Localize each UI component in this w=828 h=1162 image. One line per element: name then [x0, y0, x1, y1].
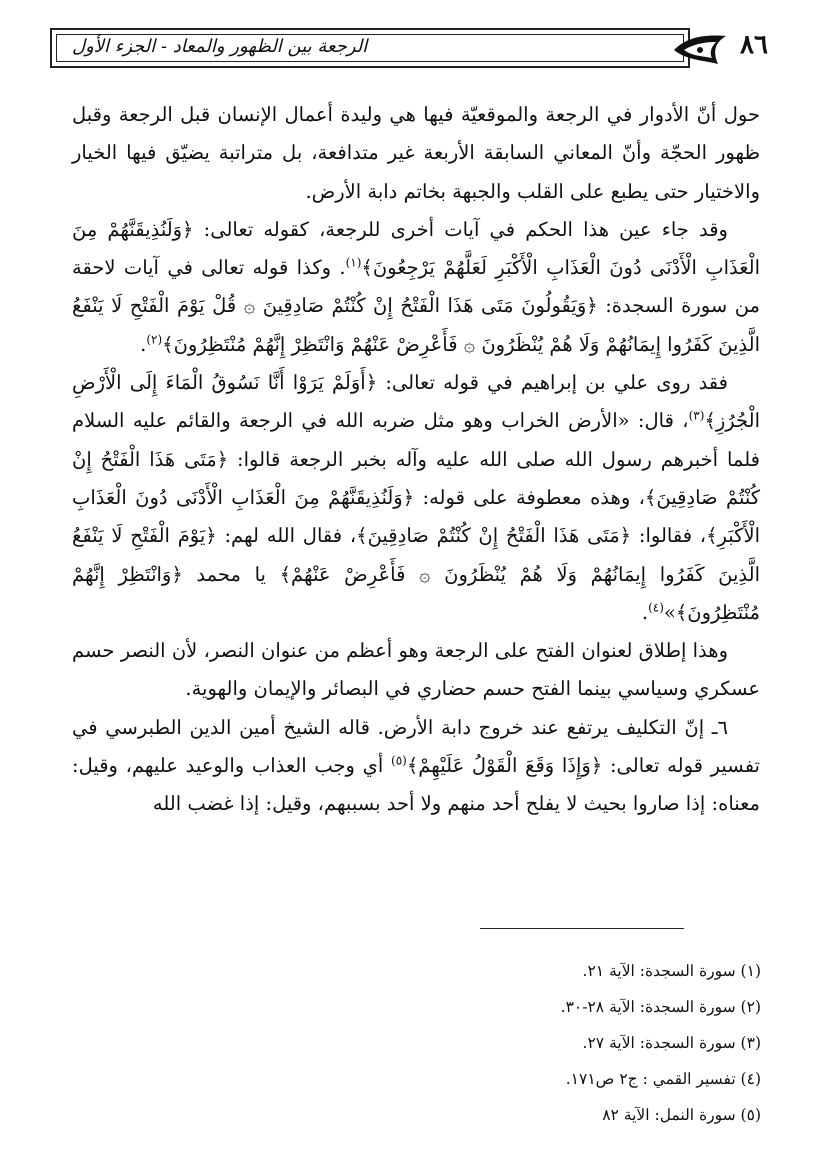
paragraph: [72, 211, 760, 364]
footnote: (٢) سورة السجدة: الآية ٢٨-٣٠.: [560, 998, 761, 1016]
text-run: يا محمد: [182, 562, 280, 586]
ornament-icon: [672, 30, 728, 68]
quran-verse: ﴿أَوَلَمْ يَرَوْا أَنَّا نَسُوقُ الْمَاءَ إِلَى الْأَرْضِ الْجُرُزِ﴾: [72, 371, 760, 433]
quran-verse: ﴿وَيَقُولُونَ مَتَى هَذَا الْفَتْحُ إِنْ كُنْتُمْ صَادِقِينَ ۞ قُلْ يَوْمَ الْفَتْحِ لَا يَنْفَعُ الَّذِينَ كَفَرُوا إِيمَانُهُمْ وَلَا هُمْ يُنْظَرُونَ ۞ فَأَعْرِضْ عَنْهُمْ وَانْتَظِرْ إِنَّهُمْ مُنْتَظِرُونَ﴾: [72, 294, 760, 356]
footnote: (١) سورة السجدة: الآية ٢١.: [582, 962, 761, 980]
footnote: (٤) تفسير القمي : ج٢ ص١٧١.: [565, 1070, 761, 1088]
footnote-ref: (٢): [146, 332, 163, 347]
paragraph: [72, 709, 760, 824]
text-run: وقد جاء عين هذا الحكم في آيات أخرى للرجعة، كقوله تعالى:: [193, 217, 728, 241]
text-run: .: [140, 332, 147, 356]
footnote-ref: (٣): [688, 408, 705, 423]
text-run: فقد روى علي بن إبراهيم في قوله تعالى:: [377, 371, 728, 395]
text-run: ، فقال الله لهم:: [216, 524, 357, 548]
quran-verse: ﴿وَلَنُذِيقَنَّهُمْ مِنَ الْعَذَابِ الْأَدْنَى دُونَ الْعَذَابِ الْأَكْبَرِ لَعَلَّهُمْ يَرْجِعُونَ﴾: [72, 217, 760, 280]
page-header: [50, 28, 778, 72]
text-run: ، وهذه معطوفة على قوله:: [414, 485, 645, 509]
paragraph: [72, 364, 760, 632]
text-run: »: [663, 600, 676, 624]
footnote-ref: (١): [345, 255, 362, 270]
text-run: ، فقالوا:: [631, 524, 707, 548]
header-frame: [50, 28, 690, 68]
text-run: ٦ـ إنّ التكليف يرتفع عند خروج دابة الأرض. قاله الشيخ أمين الدين الطبرسي في تفسير قوله تعالى:: [72, 715, 760, 778]
paragraph: وهذا إطلاق لعنوان الفتح على الرجعة وهو أعظم من عنوان النصر، لأن النصر حسم عسكري وسياسي بينما الفتح حسم حضاري في البصائر والإيمان والهوية.: [72, 639, 760, 701]
footnote: (٥) سورة النمل: الآية ٨٢: [602, 1106, 761, 1124]
text-run: .: [641, 600, 649, 624]
text-run: أي وجب العذاب والوعيد عليهم، وقيل: معناه: إذا صاروا بحيث لا يفلح أحد منهم ولا أحد بسببهم، وقيل: إذا غضب الله: [72, 754, 760, 816]
footnote-ref: (٥): [391, 753, 407, 768]
quran-verse: ﴿وَلَنُذِيقَنَّهُمْ مِنَ الْعَذَابِ الْأَدْنَى دُونَ الْعَذَابِ الْأَكْبَرِ﴾: [72, 485, 760, 548]
quran-verse: ﴿مَتَى هَذَا الْفَتْحُ إِنْ كُنْتُمْ صَادِقِينَ﴾: [356, 524, 632, 548]
quran-verse: ﴿وَإِذَا وَقَعَ الْقَوْلُ عَلَيْهِمْ﴾: [406, 754, 603, 778]
text-run: . وكذا قوله تعالى في آيات لاحقة من سورة السجدة:: [72, 256, 761, 318]
page-number: ٨٦: [740, 30, 768, 60]
quran-verse: ﴿يَوْمَ الْفَتْحِ لَا يَنْفَعُ الَّذِينَ كَفَرُوا إِيمَانُهُمْ وَلَا هُمْ يُنْظَرُونَ ۞ فَأَعْرِضْ عَنْهُمْ﴾: [72, 524, 760, 586]
running-title: الرجعة بين الظهور والمعاد - الجزء الأول: [72, 36, 368, 57]
footnotes: [380, 953, 761, 1133]
quran-verse: ﴿وَانْتَظِرْ إِنَّهُمْ مُنْتَظِرُونَ﴾: [72, 562, 760, 624]
quran-verse: ﴿مَتَى هَذَا الْفَتْحُ إِنْ كُنْتُمْ صَادِقِينَ﴾: [72, 447, 760, 509]
text-run: ، قال: «الأرض الخراب وهو مثل ضربه الله في الرجعة والقائم عليه السلام فلما أخبرهم رسول الله صلى الله عليه وآله بخبر الرجعة قالوا:: [72, 409, 760, 471]
footnote: (٣) سورة السجدة: الآية ٢٧.: [582, 1034, 761, 1052]
paragraph: حول أنّ الأدوار في الرجعة والموقعيّة فيها هي وليدة أعمال الإنسان قبل الرجعة وقبل ظهور الحجّة وأنّ المعاني السابقة الأربعة غير متدافعة، بل متراتبة يضيّق فيها الخيار والاختيار حتى يطبع على القلب والجبهة بخاتم دابة الأرض.: [72, 103, 760, 203]
footnote-ref: (٤): [648, 600, 664, 615]
footnote-divider: [480, 928, 684, 929]
main-text: [72, 96, 760, 824]
